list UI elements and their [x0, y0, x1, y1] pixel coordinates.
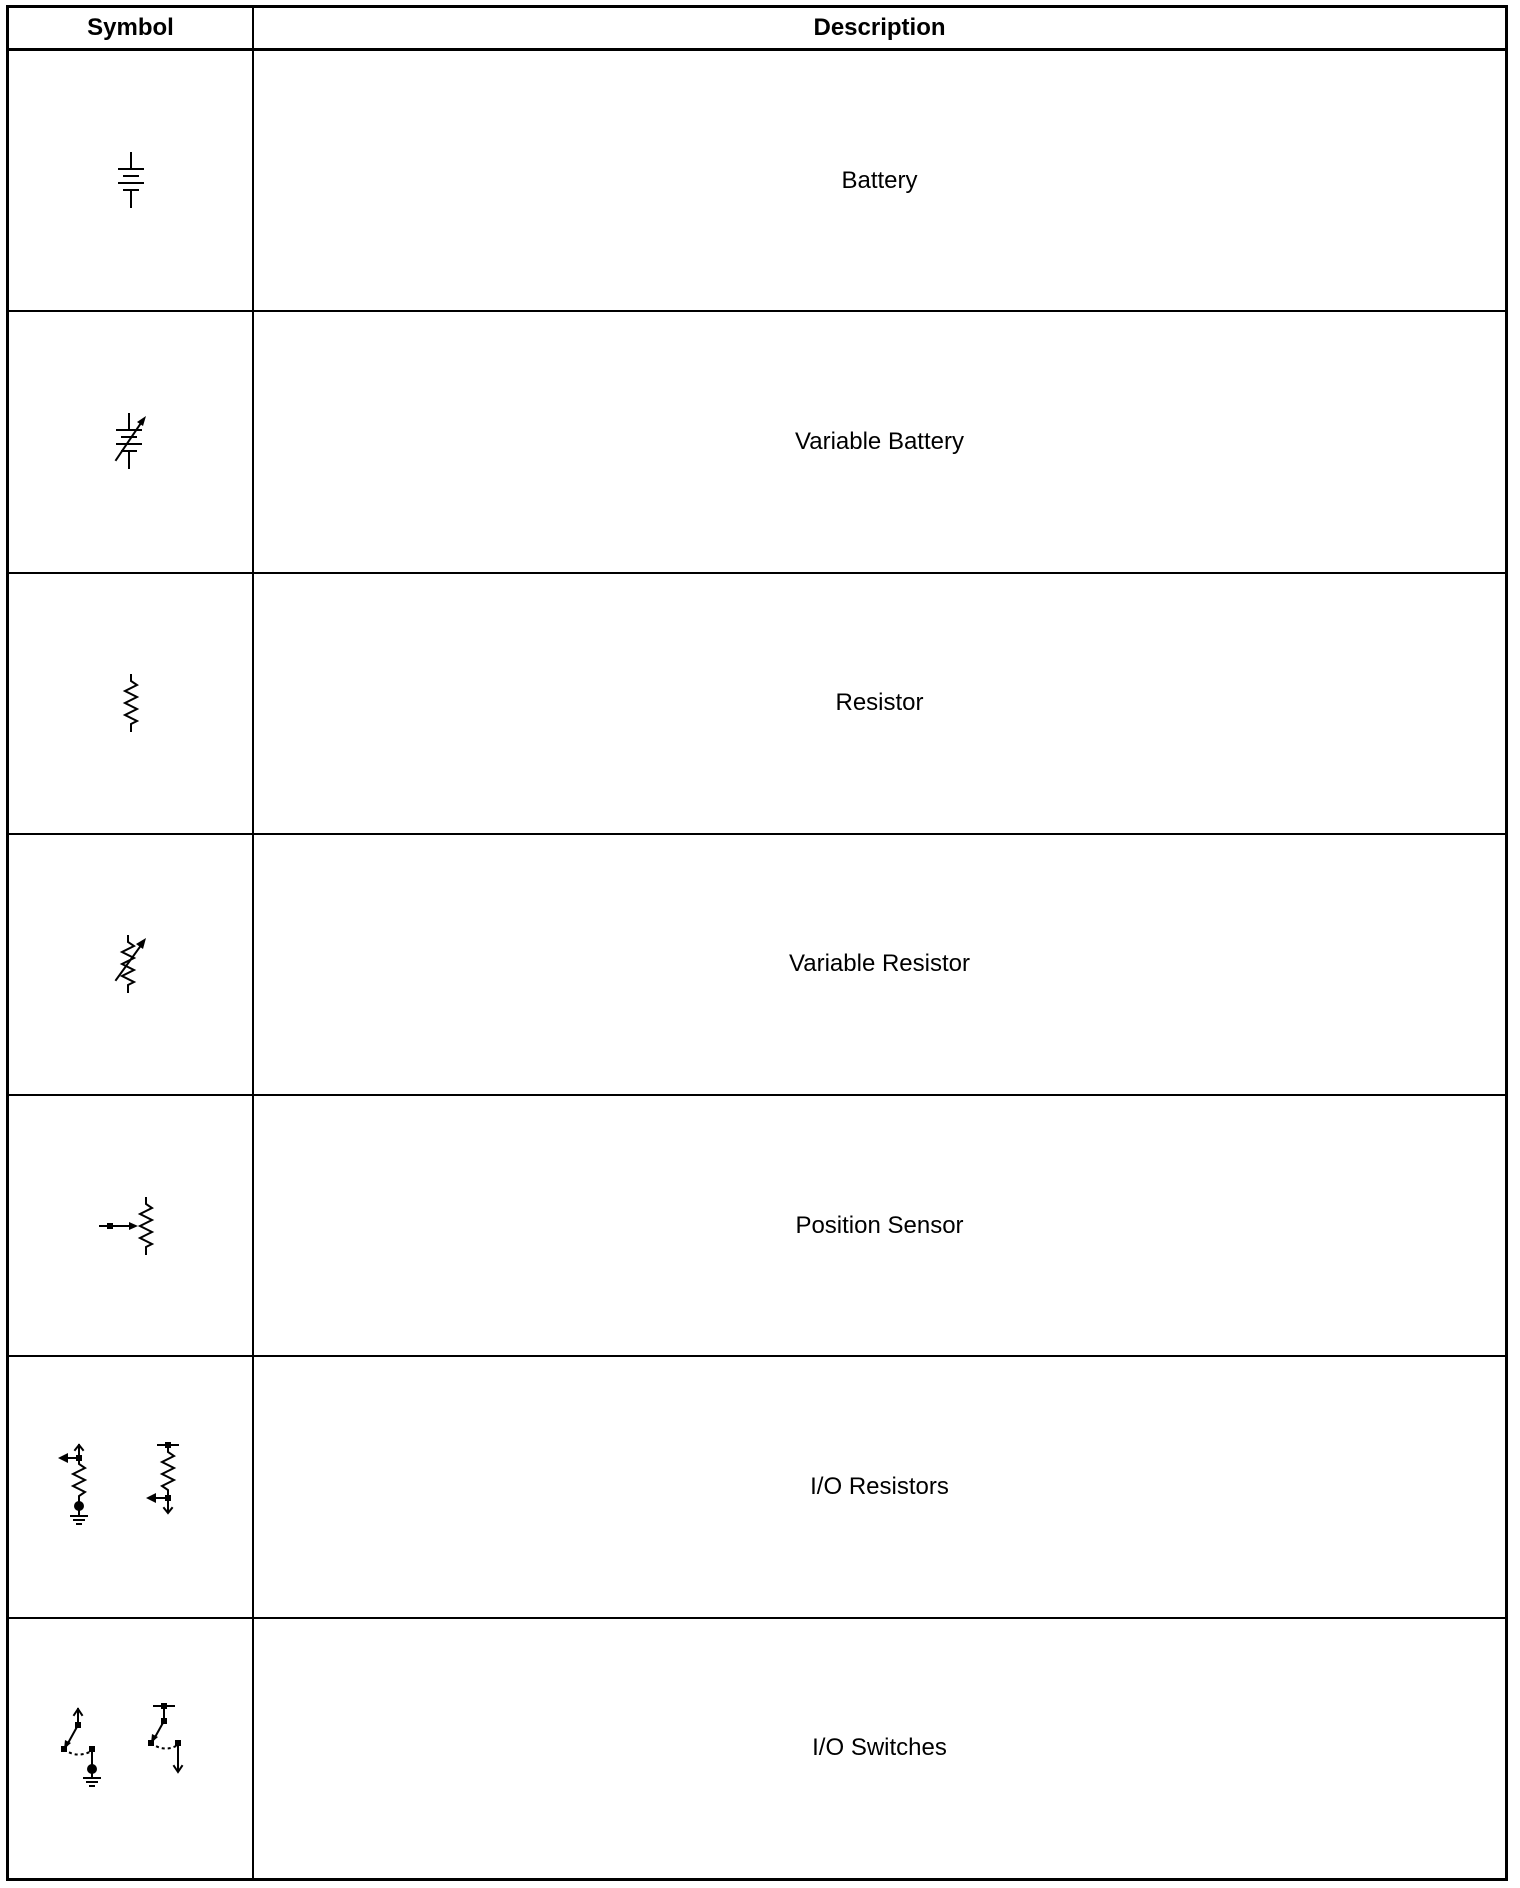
symbol-cell — [8, 834, 254, 1095]
io-switches-icon — [56, 1703, 206, 1793]
symbol-cell — [8, 311, 254, 572]
table-row — [8, 50, 1507, 312]
description-cell: I/O Resistors — [253, 1356, 1507, 1617]
pull-down-resistor-icon — [58, 1445, 87, 1524]
symbol-cell — [8, 1618, 254, 1880]
description-cell: Variable Resistor — [253, 834, 1507, 1095]
variable-resistor-icon — [106, 934, 156, 994]
variable-battery-icon — [106, 412, 156, 472]
battery-icon — [111, 151, 151, 211]
symbol-table — [6, 5, 1508, 1881]
description-column-header: Description — [253, 7, 1507, 50]
description-cell: I/O Switches — [253, 1618, 1507, 1880]
table-row — [8, 1095, 1507, 1356]
resistor-icon — [111, 673, 151, 733]
header-row — [8, 7, 1507, 50]
symbol-column-header: Symbol — [8, 7, 254, 50]
table-row — [8, 573, 1507, 834]
table-row — [8, 311, 1507, 572]
table-row — [8, 834, 1507, 1095]
description-cell: Variable Battery — [253, 311, 1507, 572]
io-resistors-icon — [56, 1442, 206, 1532]
table-row — [8, 1356, 1507, 1617]
symbol-cell — [8, 573, 254, 834]
ground-switch-icon — [61, 1709, 100, 1786]
position-sensor-icon — [96, 1196, 166, 1256]
pull-up-switch-icon — [148, 1703, 182, 1772]
description-cell: Battery — [253, 50, 1507, 312]
pull-up-resistor-icon — [146, 1442, 178, 1513]
description-cell: Position Sensor — [253, 1095, 1507, 1356]
symbol-cell — [8, 1095, 254, 1356]
description-cell: Resistor — [253, 573, 1507, 834]
table-row — [8, 1618, 1507, 1880]
symbol-cell — [8, 50, 254, 312]
symbol-cell — [8, 1356, 254, 1617]
